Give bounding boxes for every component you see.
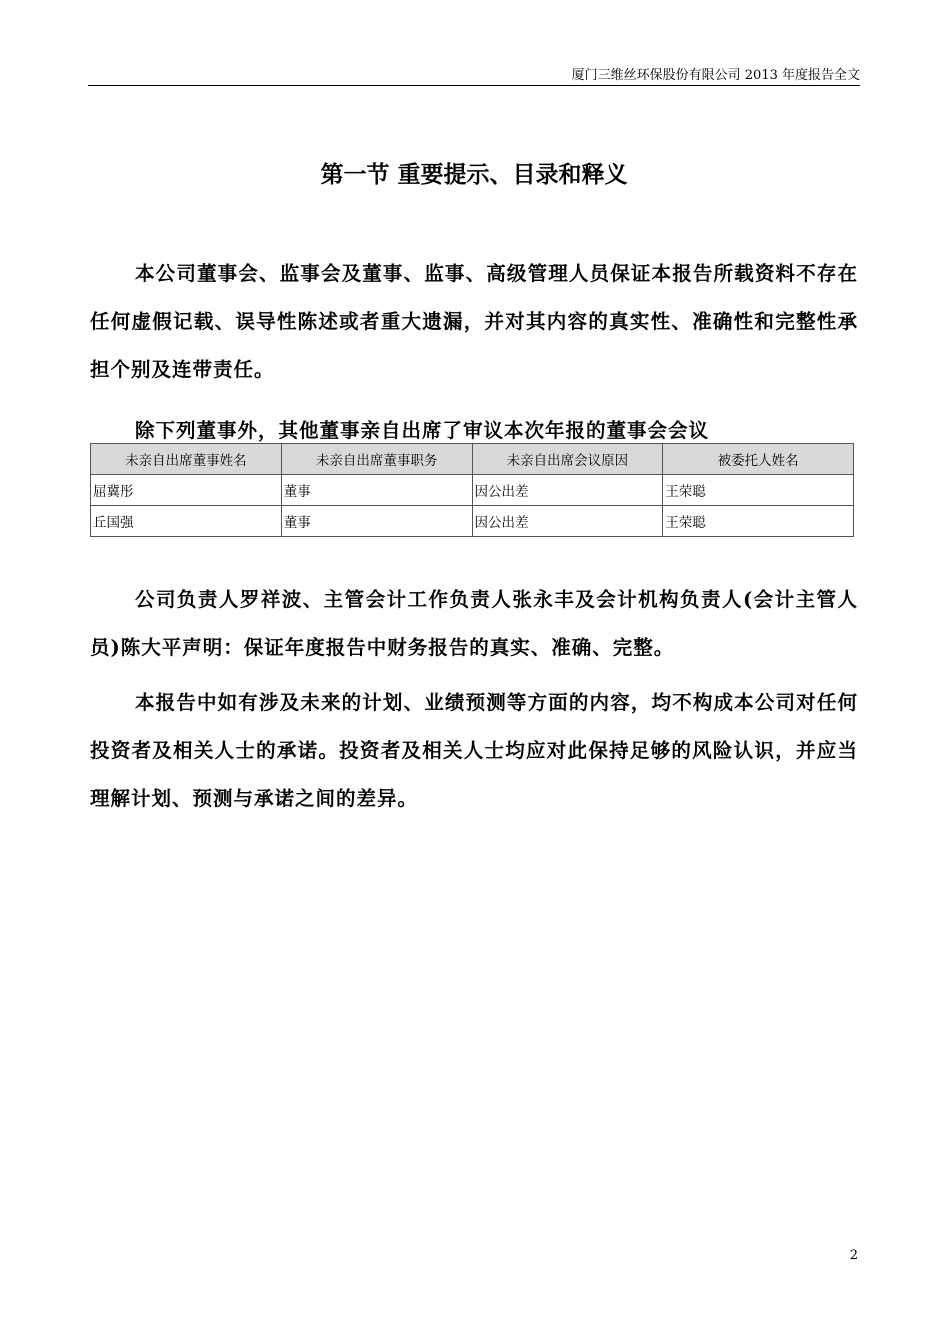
forward-looking-disclaimer: 本报告中如有涉及未来的计划、业绩预测等方面的内容，均不构成本公司对任何投资者及相关人士的承诺。投资者及相关人士均应对此保持足够的风险认识，并应当理解计划、预测与承诺之间的差异。 — [90, 690, 858, 810]
header-absence-reason: 未亲自出席会议原因 — [472, 444, 663, 475]
table-header-row — [91, 444, 854, 475]
header-proxy-name: 被委托人姓名 — [663, 444, 854, 475]
cell-director-title: 董事 — [281, 475, 472, 506]
absent-directors-table — [90, 443, 854, 537]
section-title: 第一节 重要提示、目录和释义 — [320, 161, 628, 188]
cell-director-name: 丘国强 — [91, 506, 282, 537]
page-header — [88, 62, 860, 86]
header-absent-director-name: 未亲自出席董事姓名 — [91, 444, 282, 475]
cell-proxy-name: 王荣聪 — [663, 475, 854, 506]
cell-director-title: 董事 — [281, 506, 472, 537]
header-text: 厦门三维丝环保股份有限公司 2013 年度报告全文 — [571, 68, 860, 83]
cell-absence-reason: 因公出差 — [472, 475, 663, 506]
responsibility-statement: 本公司董事会、监事会及董事、监事、高级管理人员保证本报告所载资料不存在任何虚假记载、误导性陈述或者重大遗漏，并对其内容的真实性、准确性和完整性承担个别及连带责任。 — [90, 261, 858, 381]
financial-report-declaration: 公司负责人罗祥波、主管会计工作负责人张永丰及会计机构负责人(会计主管人员)陈大平声明：保证年度报告中财务报告的真实、准确、完整。 — [90, 587, 858, 659]
absent-directors-intro: 除下列董事外，其他董事亲自出席了审议本次年报的董事会会议 — [135, 418, 710, 442]
cell-proxy-name: 王荣聪 — [663, 506, 854, 537]
cell-absence-reason: 因公出差 — [472, 506, 663, 537]
page-number: 2 — [849, 1248, 858, 1263]
table-row — [91, 475, 854, 506]
cell-director-name: 屈冀彤 — [91, 475, 282, 506]
header-absent-director-title: 未亲自出席董事职务 — [281, 444, 472, 475]
table-row — [91, 506, 854, 537]
